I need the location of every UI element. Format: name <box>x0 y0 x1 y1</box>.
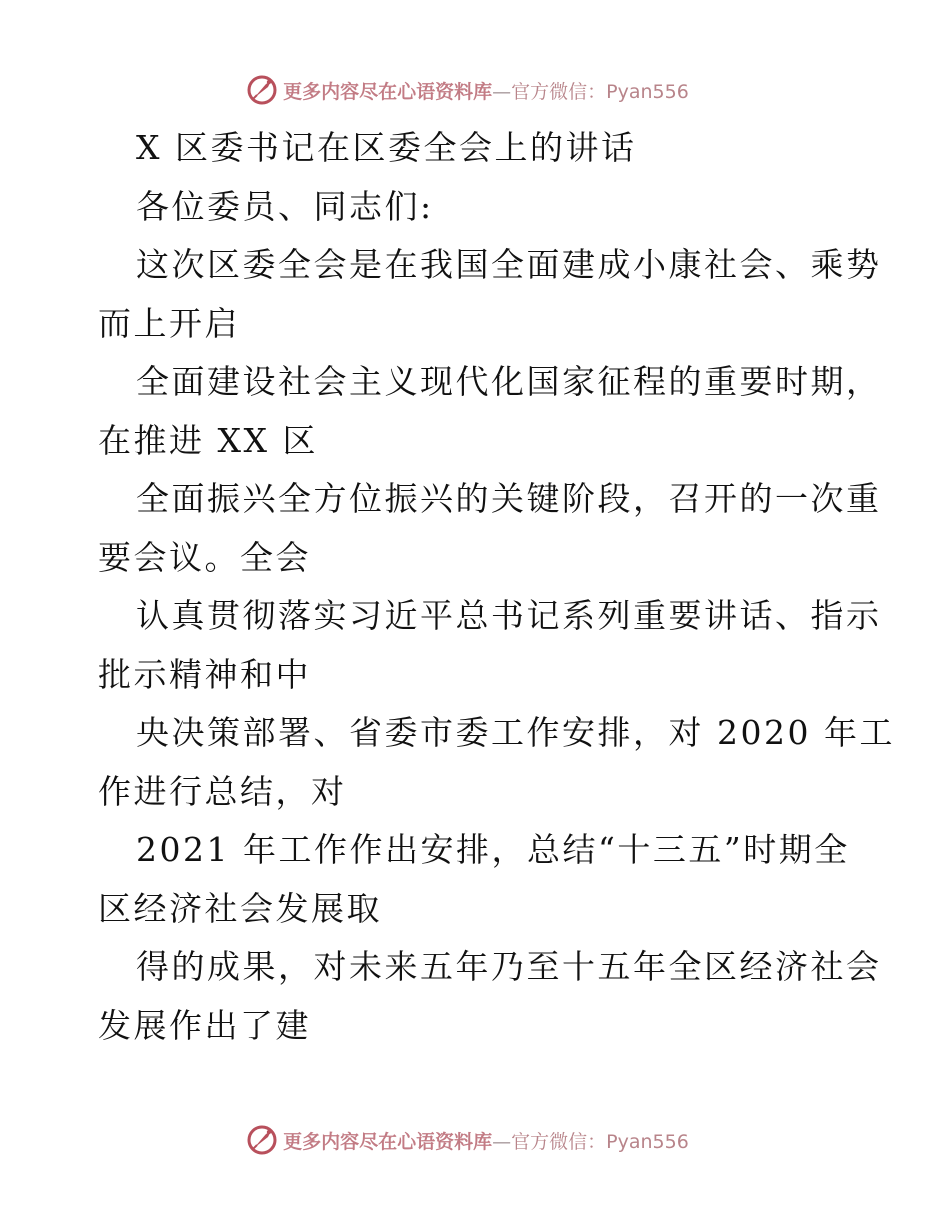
document-title: X 区委书记在区委全会上的讲话 <box>136 128 637 167</box>
paragraph-line: 在推进 XX 区 <box>98 420 318 460</box>
paragraph-line: 区经济社会发展取 <box>98 888 382 928</box>
footer-watermark <box>0 1120 950 1160</box>
watermark-text <box>283 77 689 104</box>
paragraph-line: 批示精神和中 <box>98 654 311 694</box>
watermark-contact: 官方微信：Pyan556 <box>511 80 689 103</box>
paragraph-line: 这次区委全会是在我国全面建成小康社会、乘势 <box>136 245 882 284</box>
watermark-text <box>283 1127 689 1154</box>
watermark-group <box>245 73 689 107</box>
quill-circle-logo-icon <box>245 1123 279 1157</box>
paragraph-line: 要会议。全会 <box>98 537 311 577</box>
paragraph-line: 得的成果，对未来五年乃至十五年全区经济社会 <box>136 947 882 986</box>
watermark-separator: — <box>492 80 512 103</box>
watermark-separator: — <box>492 1130 512 1153</box>
paragraph-line: 全面建设社会主义现代化国家征程的重要时期， <box>136 362 882 401</box>
paragraph-line: 发展作出了建 <box>98 1005 311 1045</box>
document-body <box>98 119 895 1055</box>
watermark-brand: 更多内容尽在心语资料库 <box>283 80 493 103</box>
watermark-group <box>245 1123 689 1157</box>
watermark-contact: 官方微信：Pyan556 <box>511 1130 689 1153</box>
watermark-brand: 更多内容尽在心语资料库 <box>283 1130 493 1153</box>
paragraph-line: 作进行总结，对 <box>98 771 347 811</box>
salutation: 各位委员、同志们: <box>136 186 434 226</box>
paragraph-line: 全面振兴全方位振兴的关键阶段，召开的一次重 <box>136 479 882 518</box>
quill-circle-logo-icon <box>245 73 279 107</box>
header-watermark <box>0 70 950 110</box>
paragraph-line: 2021 年工作作出安排，总结“十三五”时期全 <box>136 830 850 869</box>
paragraph-line: 认真贯彻落实习近平总书记系列重要讲话、指示 <box>136 596 882 635</box>
paragraph-line: 央决策部署、省委市委工作安排，对 2020 年工 <box>136 713 895 752</box>
paragraph-line: 而上开启 <box>98 303 240 343</box>
